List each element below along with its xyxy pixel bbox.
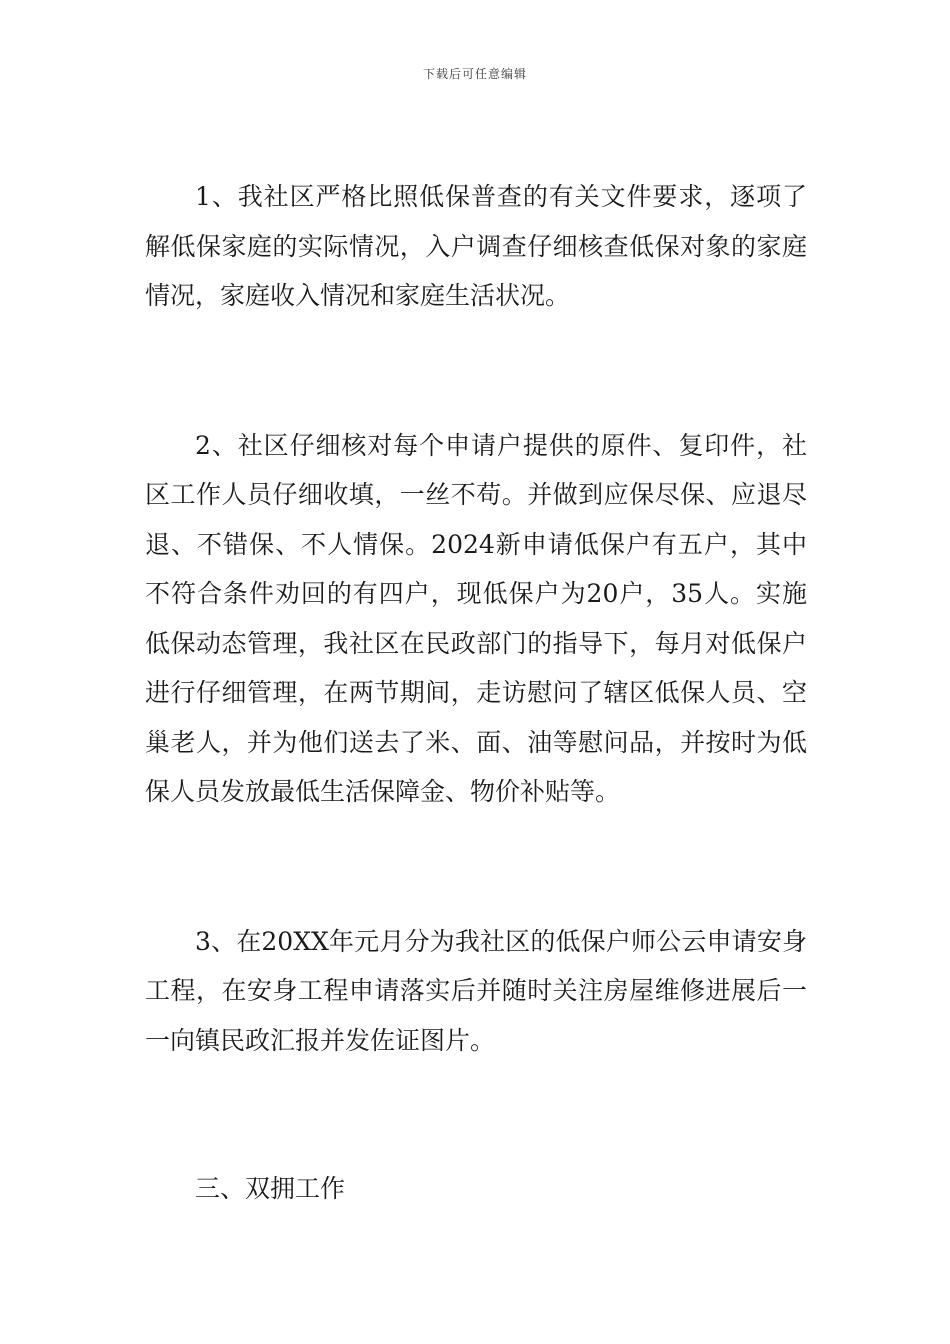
paragraph-2: 2、社区仔细核对每个申请户提供的原件、复印件，社区工作人员仔细收填，一丝不苟。并做到应保尽保、应退尽退、不错保、不人情保。2024新申请低保户有五户，其中不符合条件劝回的有四户，现低保户为20户，35人。实施低保动态管理，我社区在民政部门的指导下，每月对低保户进行仔细管理，在两节期间，走访慰问了辖区低保人员、空巢老人，并为他们送去了米、面、油等慰问品，并按时为低保人员发放最低生活保障金、物价补贴等。 — [145, 430, 807, 806]
paragraph-3: 3、在20XX年元月分为我社区的低保户师公云申请安身工程，在安身工程申请落实后并随时关注房屋维修进展后一一向镇民政汇报并发佐证图片。 — [145, 926, 807, 1055]
section-heading: 三、双拥工作 — [195, 1174, 346, 1203]
document-body — [145, 172, 807, 1214]
paragraph-1: 1、我社区严格比照低保普查的有关文件要求，逐项了解低保家庭的实际情况，入户调查仔细核查低保对象的家庭情况，家庭收入情况和家庭生活状况。 — [145, 182, 807, 310]
page-header-note: 下载后可任意编辑 — [422, 67, 527, 81]
